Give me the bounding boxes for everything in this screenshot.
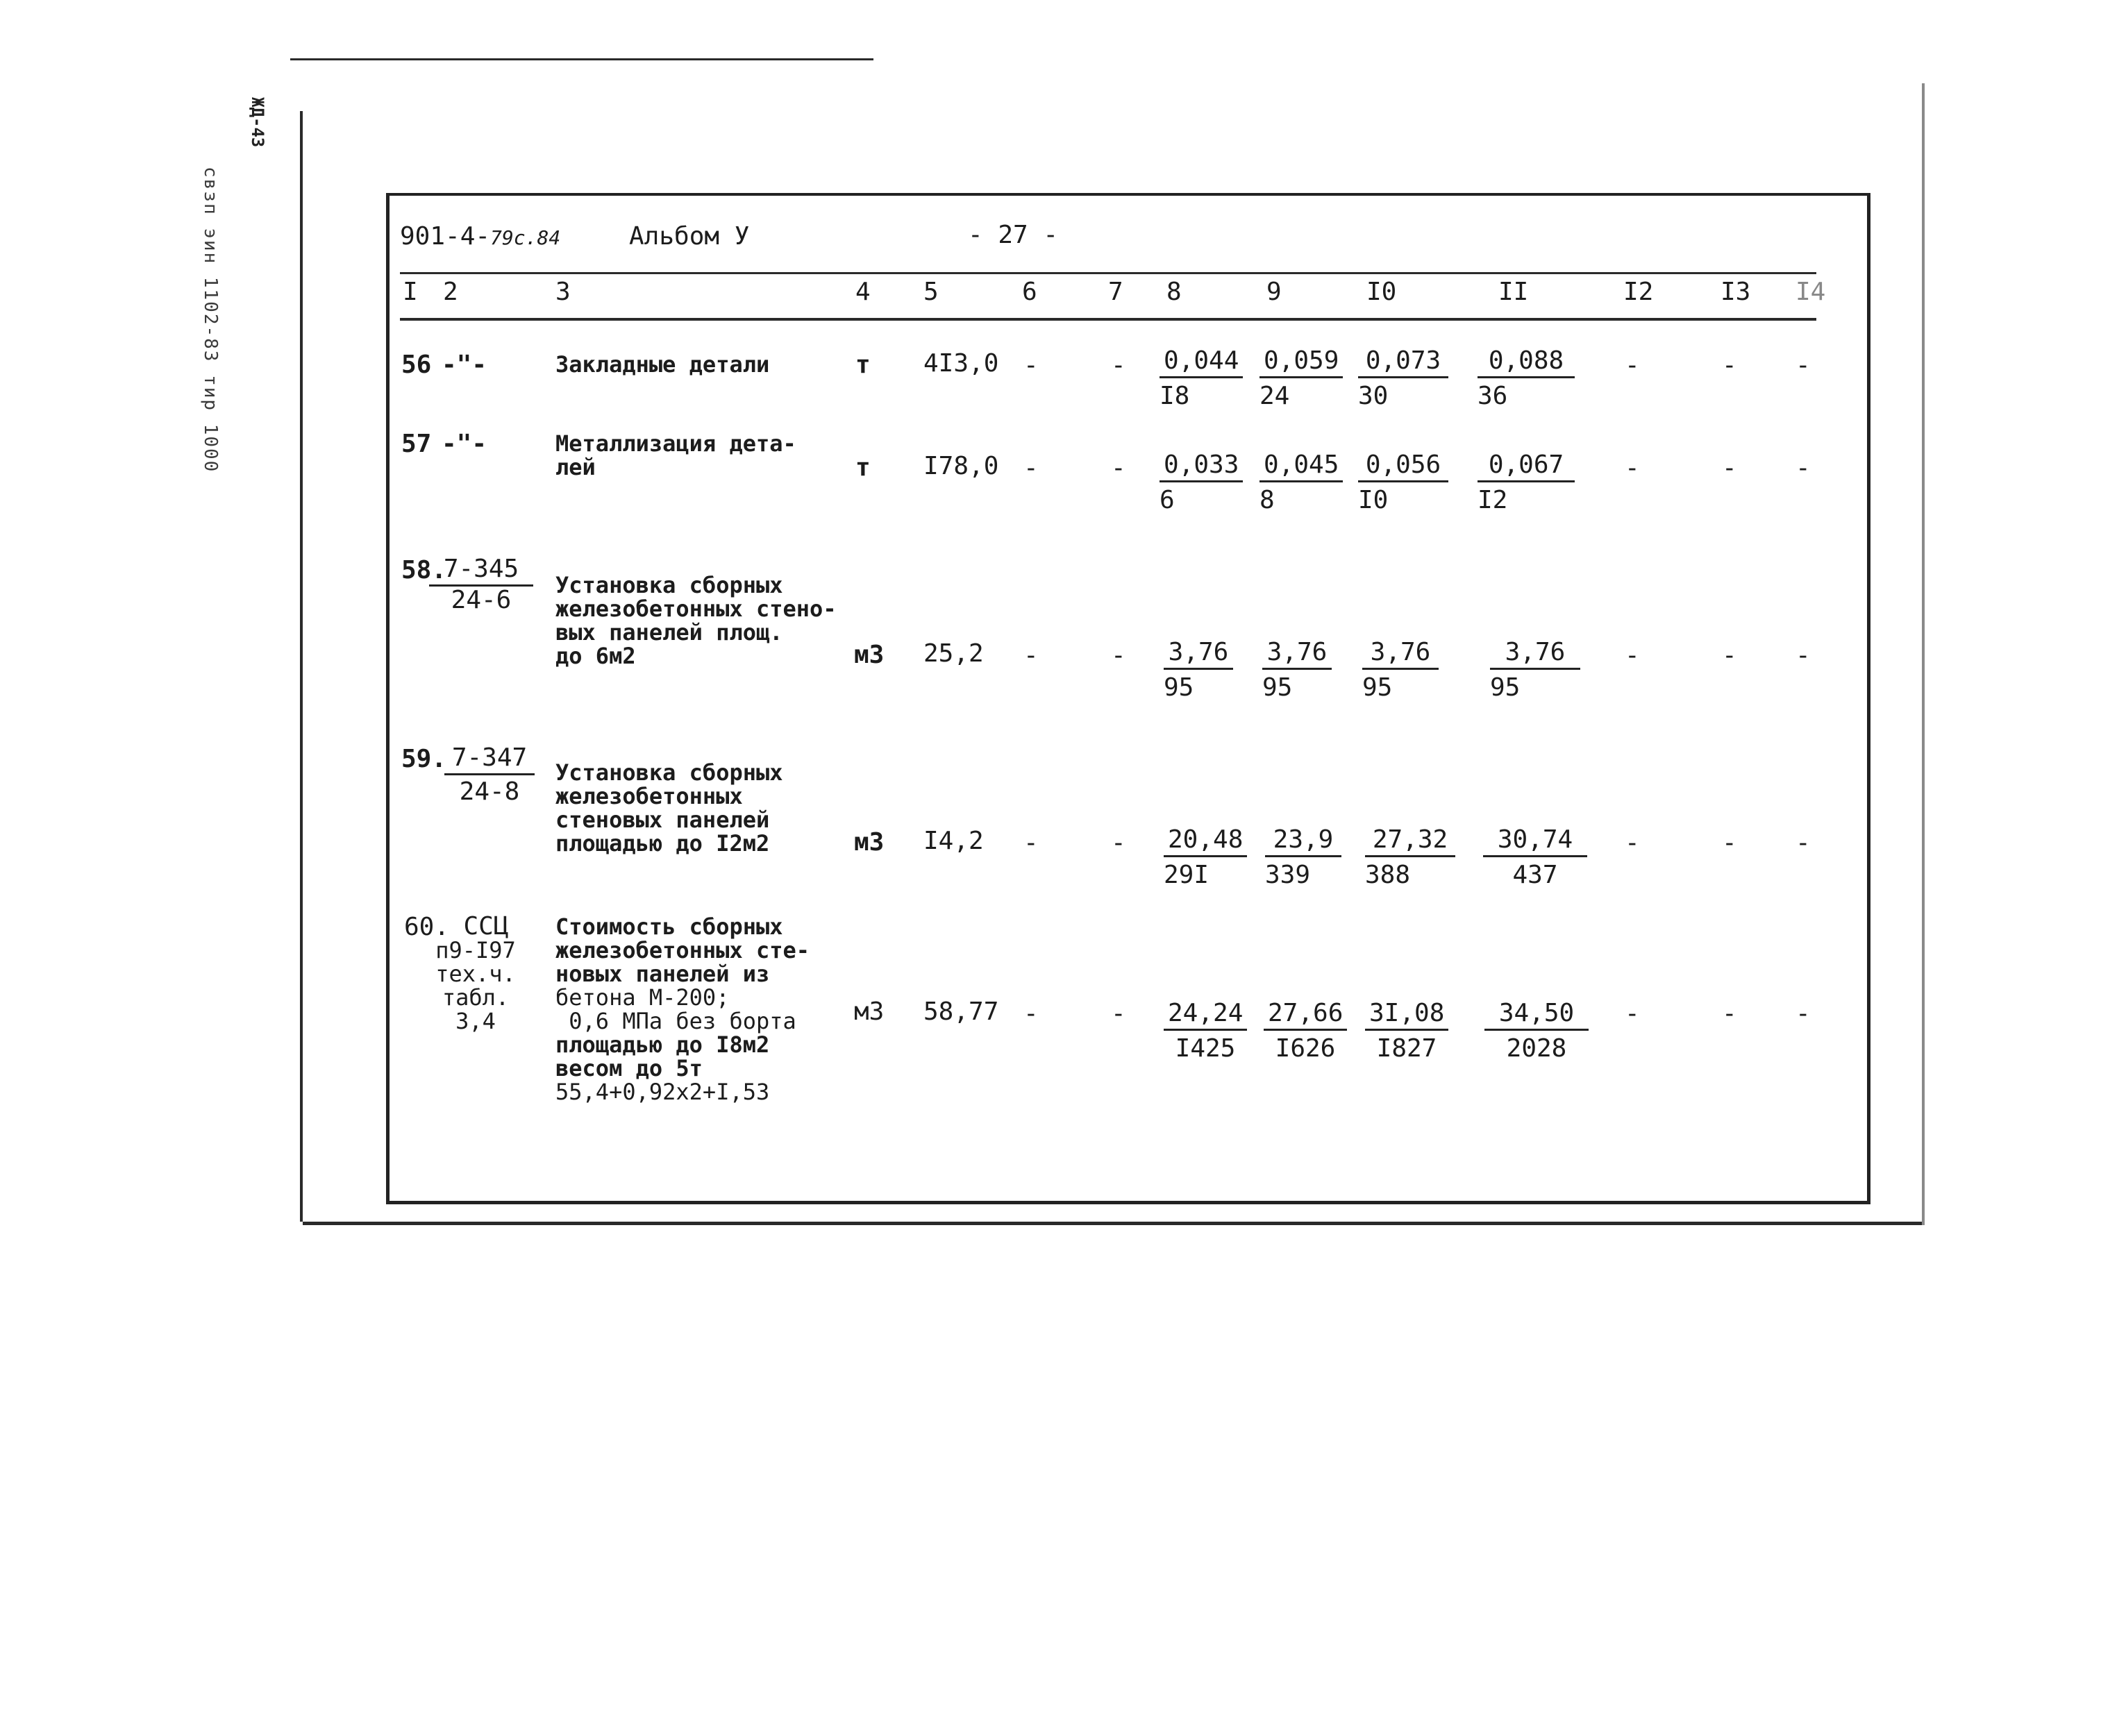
col-12: I2: [1623, 278, 1654, 306]
fraction-denominator: 437: [1512, 861, 1558, 889]
row-description: [555, 432, 796, 479]
row-col9-fraction: [1259, 347, 1343, 410]
description-line: лей: [555, 454, 596, 480]
fraction-numerator: 0,059: [1259, 347, 1343, 378]
row-col8-fraction: [1164, 1000, 1247, 1063]
row-col11-fraction: [1478, 347, 1575, 410]
outer-bottom-rule: [303, 1222, 1925, 1225]
col-2: 2: [443, 278, 458, 306]
fraction-numerator: 27,66: [1264, 1000, 1347, 1031]
row-col13: -: [1722, 454, 1737, 482]
description-line: площадью до I8м2: [555, 1031, 770, 1058]
reference-line: 3,4: [455, 1008, 496, 1034]
fraction-numerator: 0,056: [1358, 451, 1448, 482]
description-line: Металлизация дета-: [555, 430, 796, 457]
col-5: 5: [923, 278, 939, 306]
row-col9-fraction: [1262, 639, 1332, 702]
row-col13: -: [1722, 641, 1737, 670]
row-col11-fraction: [1490, 639, 1580, 702]
doc-number-main: 901-4-: [400, 222, 491, 251]
row-unit: м3: [854, 997, 885, 1026]
fraction-denominator: 36: [1478, 382, 1508, 410]
row-unit: т: [855, 453, 871, 482]
fraction-denominator: 388: [1365, 861, 1411, 889]
fraction-numerator: 20,48: [1164, 826, 1247, 857]
row-col13: -: [1722, 351, 1737, 380]
row-col12: -: [1625, 1000, 1640, 1028]
row-col12: -: [1625, 454, 1640, 482]
description-line: железобетонных: [555, 783, 743, 809]
fraction-denominator: 95: [1262, 673, 1293, 702]
row-quantity: 58,77: [923, 997, 999, 1026]
col-11: II: [1498, 278, 1529, 306]
fraction-denominator: I425: [1175, 1034, 1236, 1063]
row-description: [555, 915, 810, 1104]
fraction-denominator: I827: [1376, 1034, 1437, 1063]
row-number: 60.: [404, 913, 450, 941]
row-quantity: 4I3,0: [923, 349, 999, 378]
description-line: железобетонных сте-: [555, 937, 810, 963]
description-line: площадью до I2м2: [555, 830, 770, 857]
reference-denominator: 24-6: [451, 586, 512, 614]
row-col12: -: [1625, 829, 1640, 857]
col-13: I3: [1721, 278, 1751, 306]
fraction-numerator: 0,033: [1160, 451, 1243, 482]
row-col10-fraction: [1365, 1000, 1448, 1063]
description-line: бетона М-200;: [555, 984, 730, 1011]
header-rule-top: [400, 272, 1816, 274]
row-number: 58.: [401, 556, 447, 584]
row-col7: -: [1111, 829, 1126, 857]
row-col14: -: [1796, 641, 1811, 670]
col-6: 6: [1022, 278, 1037, 306]
fraction-denominator: 339: [1265, 861, 1311, 889]
page-number: - 27 -: [968, 221, 1059, 249]
description-line: железобетонных стено-: [555, 596, 837, 622]
col-10: I0: [1366, 278, 1397, 306]
reference-line: п9-I97: [435, 937, 516, 963]
outer-left-rule: [300, 111, 303, 1222]
row-col9-fraction: [1259, 451, 1343, 514]
reference-line: тех.ч.: [435, 961, 516, 987]
reference-numerator: 7-347: [444, 744, 535, 775]
fraction-numerator: 0,067: [1478, 451, 1575, 482]
description-line: 0,6 МПа без борта: [555, 1008, 796, 1034]
row-col10-fraction: [1362, 639, 1439, 702]
description-line: новых панелей из: [555, 961, 770, 987]
fraction-denominator: I626: [1275, 1034, 1336, 1063]
col-14: I4: [1796, 278, 1826, 306]
row-number: 56: [401, 351, 432, 379]
fraction-numerator: 30,74: [1483, 826, 1587, 857]
row-unit: т: [855, 351, 871, 379]
fraction-numerator: 3,76: [1490, 639, 1580, 670]
fraction-numerator: 0,073: [1358, 347, 1448, 378]
row-col8-fraction: [1160, 451, 1243, 514]
margin-stamp: свзп эин 1102-83 тир 1000: [200, 167, 221, 473]
margin-code: ЖД-43: [248, 97, 267, 148]
row-col12: -: [1625, 351, 1640, 380]
row-reference: -"-: [442, 351, 487, 379]
row-col12: -: [1625, 641, 1640, 670]
row-col7: -: [1111, 351, 1126, 380]
col-1: I: [403, 278, 418, 306]
row-reference: [417, 912, 535, 1034]
outer-right-rule: [1922, 83, 1925, 1225]
fraction-numerator: 0,044: [1160, 347, 1243, 378]
description-line: стеновых панелей: [555, 807, 770, 833]
row-number: 59.: [401, 745, 447, 773]
description-line: до 6м2: [555, 643, 636, 669]
fraction-numerator: 3,76: [1164, 639, 1233, 670]
fraction-denominator: 95: [1490, 673, 1521, 702]
col-4: 4: [855, 278, 871, 306]
row-col10-fraction: [1358, 347, 1448, 410]
fraction-denominator: 30: [1358, 382, 1389, 410]
fraction-numerator: 3,76: [1362, 639, 1439, 670]
row-col13: -: [1722, 829, 1737, 857]
col-7: 7: [1108, 278, 1123, 306]
row-col7: -: [1111, 641, 1126, 670]
row-col8-fraction: [1164, 826, 1247, 889]
reference-denominator: 24-8: [459, 777, 520, 806]
row-description: [555, 353, 769, 376]
col-9: 9: [1266, 278, 1282, 306]
row-col13: -: [1722, 1000, 1737, 1028]
album-label: Альбом У: [629, 222, 750, 251]
row-col6: -: [1023, 454, 1039, 482]
row-col11-fraction: [1478, 451, 1575, 514]
row-col6: -: [1023, 351, 1039, 380]
row-description: [555, 761, 783, 855]
row-col14: -: [1796, 1000, 1811, 1028]
row-col6: -: [1023, 641, 1039, 670]
fraction-numerator: 3I,08: [1365, 1000, 1448, 1031]
row-col8-fraction: [1160, 347, 1243, 410]
fraction-denominator: 95: [1362, 673, 1393, 702]
fraction-denominator: I2: [1478, 486, 1508, 514]
row-unit: м3: [854, 828, 885, 857]
fraction-numerator: 0,088: [1478, 347, 1575, 378]
fraction-denominator: 29I: [1164, 861, 1209, 889]
fraction-denominator: 8: [1259, 486, 1275, 514]
row-col11-fraction: [1483, 826, 1587, 889]
row-col6: -: [1023, 829, 1039, 857]
fraction-denominator: 6: [1160, 486, 1175, 514]
fraction-numerator: 23,9: [1265, 826, 1341, 857]
row-col10-fraction: [1358, 451, 1448, 514]
fraction-denominator: 95: [1164, 673, 1194, 702]
row-reference-fraction: [444, 744, 535, 806]
fraction-numerator: 24,24: [1164, 1000, 1247, 1031]
col-8: 8: [1166, 278, 1182, 306]
doc-number-suffix: 79с.84: [490, 226, 561, 249]
row-col6: -: [1023, 1000, 1039, 1028]
row-number: 57: [401, 430, 432, 458]
description-line: вых панелей площ.: [555, 619, 783, 646]
top-rule: [290, 58, 873, 60]
row-col9-fraction: [1265, 826, 1341, 889]
row-col7: -: [1111, 1000, 1126, 1028]
fraction-denominator: 2028: [1506, 1034, 1567, 1063]
row-col14: -: [1796, 454, 1811, 482]
reference-line: ССЦ: [463, 912, 509, 941]
fraction-numerator: 34,50: [1484, 1000, 1589, 1031]
row-quantity: 25,2: [923, 639, 984, 668]
description-line: весом до 5т: [555, 1055, 703, 1081]
row-unit: м3: [854, 641, 885, 669]
row-col10-fraction: [1365, 826, 1455, 889]
description-line: Установка сборных: [555, 759, 783, 786]
row-col14: -: [1796, 351, 1811, 380]
row-col7: -: [1111, 454, 1126, 482]
fraction-denominator: 24: [1259, 382, 1290, 410]
col-3: 3: [555, 278, 571, 306]
reference-line: табл.: [442, 984, 510, 1011]
row-col8-fraction: [1164, 639, 1233, 702]
fraction-numerator: 27,32: [1365, 826, 1455, 857]
row-description: [555, 573, 837, 668]
doc-number: [400, 222, 560, 251]
row-reference: -"-: [442, 430, 487, 458]
row-col9-fraction: [1264, 1000, 1347, 1063]
row-col14: -: [1796, 829, 1811, 857]
description-line: 55,4+0,92х2+I,53: [555, 1079, 770, 1105]
reference-numerator: 7-345: [429, 555, 533, 587]
fraction-numerator: 3,76: [1262, 639, 1332, 670]
fraction-denominator: I0: [1358, 486, 1389, 514]
header-rule-bottom: [400, 318, 1816, 321]
row-quantity: I78,0: [923, 452, 999, 480]
fraction-numerator: 0,045: [1259, 451, 1343, 482]
row-col11-fraction: [1484, 1000, 1589, 1063]
row-quantity: I4,2: [923, 827, 984, 855]
row-reference-fraction: [429, 555, 533, 614]
description-line: Установка сборных: [555, 572, 783, 598]
fraction-denominator: I8: [1160, 382, 1190, 410]
description-line: Стоимость сборных: [555, 913, 783, 940]
description-line: Закладные детали: [555, 351, 770, 378]
